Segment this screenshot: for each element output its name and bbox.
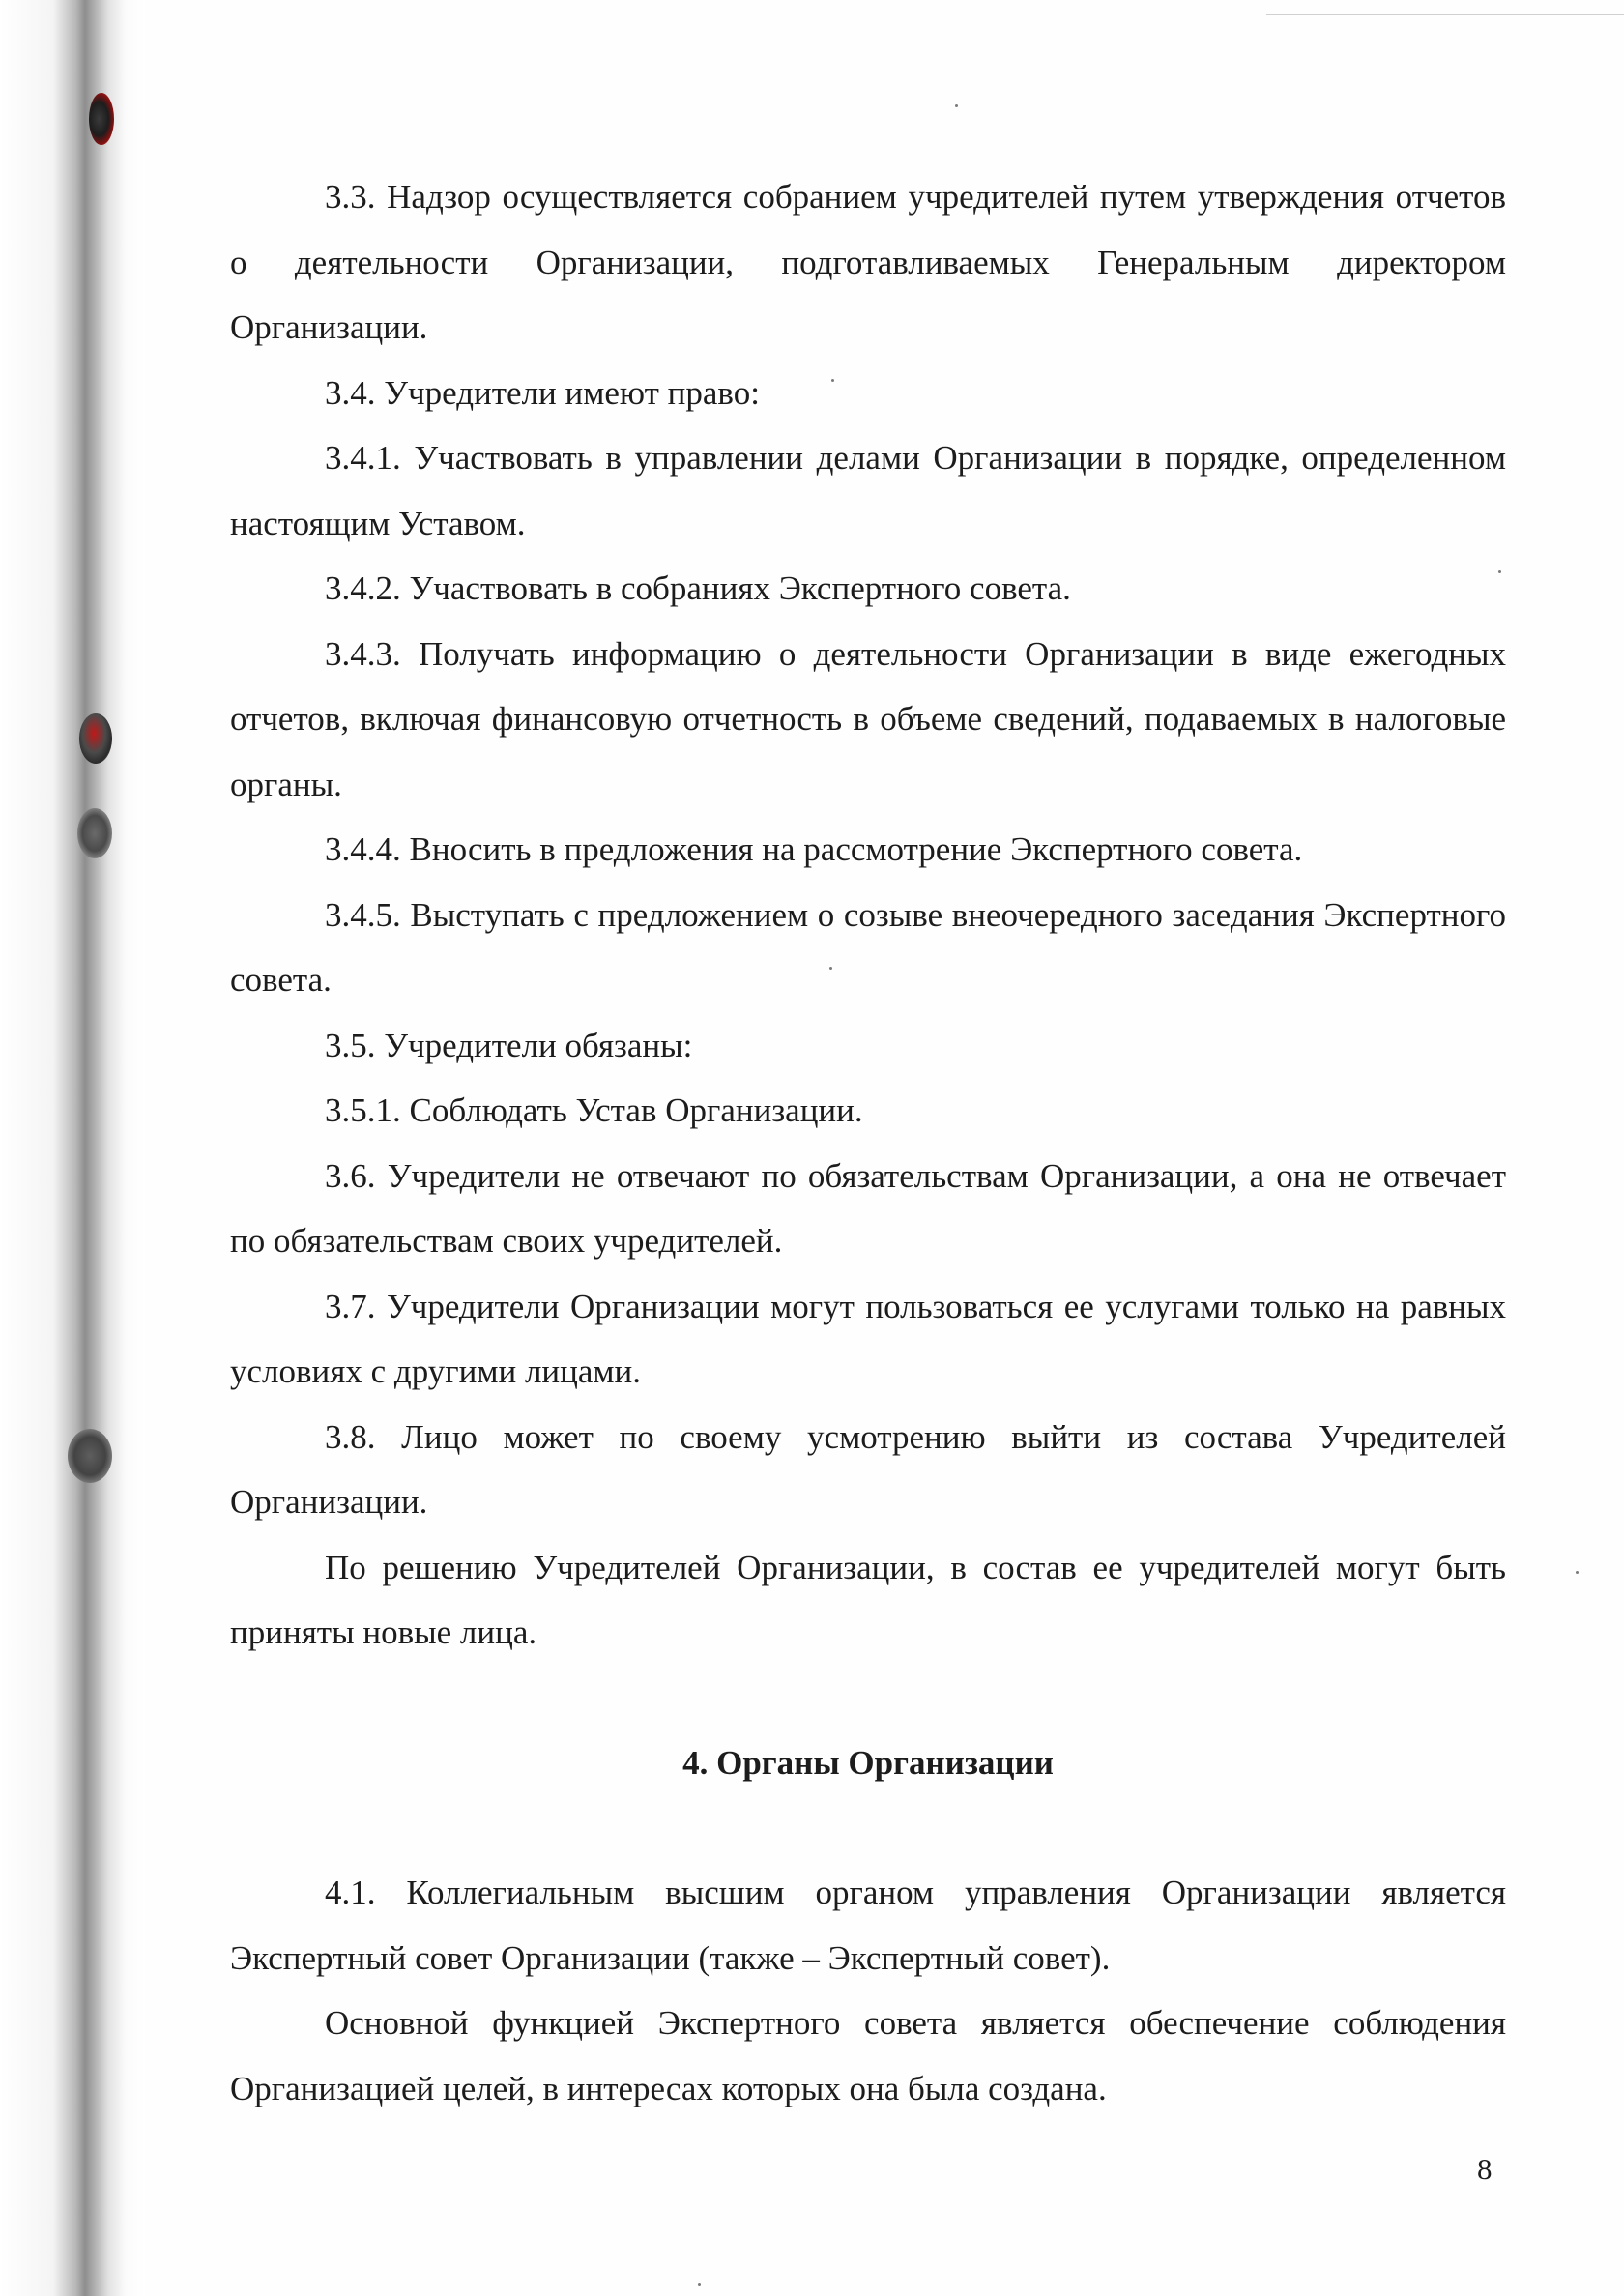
scan-speck — [955, 104, 958, 107]
scan-edge-line — [1266, 14, 1624, 15]
scan-speck — [698, 2283, 701, 2286]
paragraph-new-members: По решению Учредителей Организации, в состав ее учредителей могут быть приняты новые лица. — [230, 1548, 1506, 1651]
page-number: 8 — [1477, 2152, 1493, 2186]
binding-shadow — [0, 0, 145, 2296]
paragraph-3-4-3: 3.4.3. Получать информацию о деятельности Организации в виде ежегодных отчетов, включая финансовую отчетность в объеме сведений, подаваемых в налоговые органы. — [230, 634, 1506, 803]
paragraph-3-8: 3.8. Лицо может по своему усмотрению выйти из состава Учредителей Организации. — [230, 1417, 1506, 1521]
punch-hole — [77, 808, 112, 858]
paragraph-3-5: 3.5. Учредители обязаны: — [325, 1026, 693, 1064]
paragraph-3-4: 3.4. Учредители имеют право: — [325, 373, 760, 412]
scan-speck — [1576, 1571, 1579, 1574]
paragraph-3-3: 3.3. Надзор осуществляется собранием учредителей путем утверждения отчетов о деятельности Организации, подготавливаемых Генеральным директором Организации. — [230, 178, 1506, 346]
paragraph-4-1: 4.1. Коллегиальным высшим органом управления Организации является Экспертный совет Организации (также – Экспертный совет). — [230, 1874, 1506, 1977]
paragraph-3-5-1: 3.5.1. Соблюдать Устав Организации. — [325, 1091, 863, 1129]
paragraph-3-6: 3.6. Учредители не отвечают по обязательствам Организации, а она не отвечает по обязательствам своих учредителей. — [230, 1156, 1506, 1260]
paragraph-3-4-1: 3.4.1. Участвовать в управлении делами Организации в порядке, определенном настоящим Уставом. — [230, 439, 1506, 542]
paragraph-main-function: Основной функцией Экспертного совета является обеспечение соблюдения Организацией целей, в интересах которых она была создана. — [230, 2004, 1506, 2107]
punch-hole — [89, 93, 114, 145]
punch-hole — [79, 713, 112, 764]
paragraph-3-7: 3.7. Учредители Организации могут пользоваться ее услугами только на равных условиях с другими лицами. — [230, 1287, 1506, 1390]
paragraph-3-4-5: 3.4.5. Выступать с предложением о созыве внеочередного заседания Экспертного совета. — [230, 895, 1506, 999]
punch-hole — [68, 1429, 112, 1483]
paragraph-3-4-2: 3.4.2. Участвовать в собраниях Экспертного совета. — [325, 569, 1071, 607]
paragraph-3-4-4: 3.4.4. Вносить в предложения на рассмотрение Экспертного совета. — [325, 830, 1303, 868]
section-heading: 4. Органы Организации — [682, 1743, 1054, 1782]
document-body — [230, 164, 1506, 2121]
